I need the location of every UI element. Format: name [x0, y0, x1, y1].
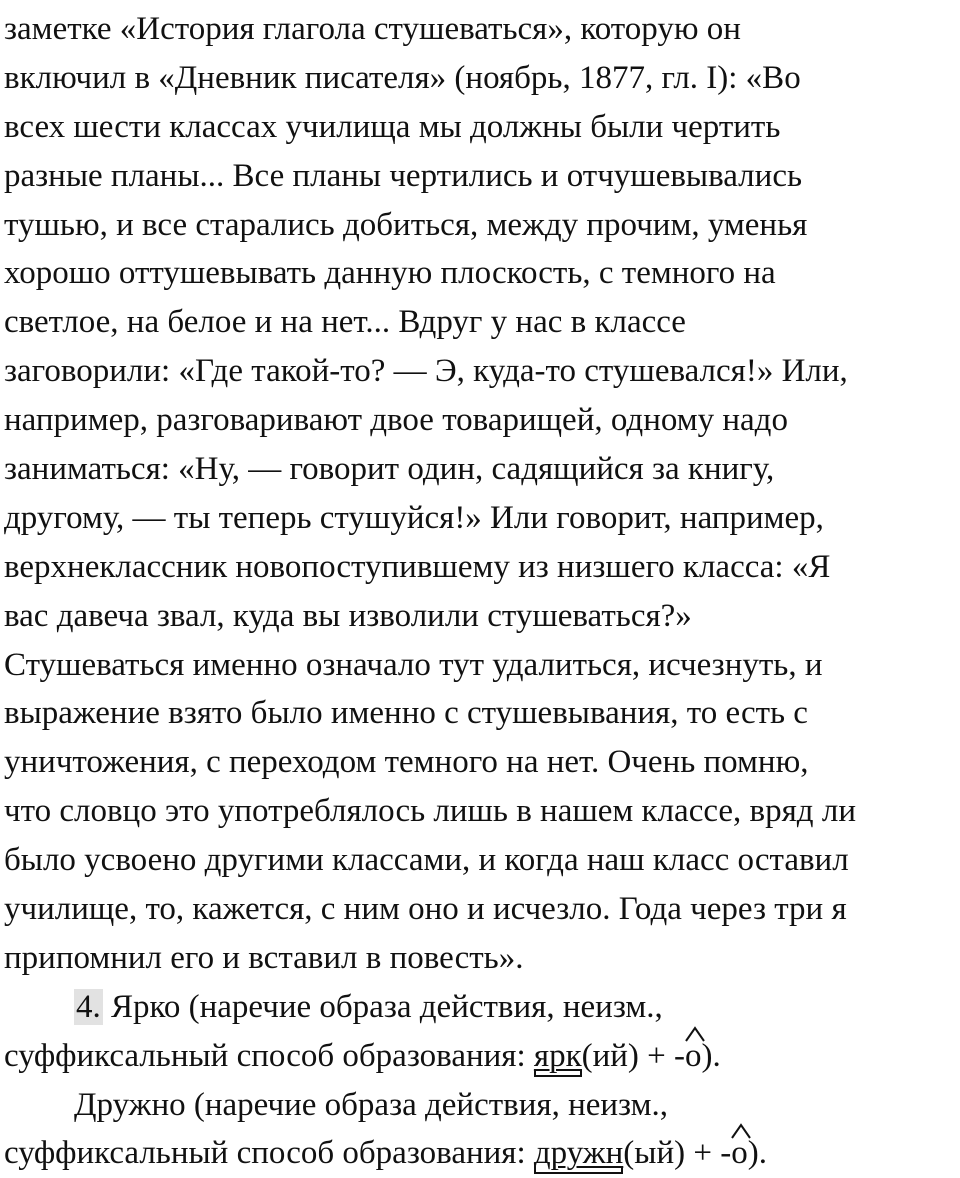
item-5-analysis — [4, 1081, 958, 1178]
text-line: заговорили: «Где такой-то? — Э, куда-то стушевался!» Или, — [4, 353, 848, 390]
text-line: тушью, и все старались добиться, между прочим, уменья — [4, 206, 808, 243]
word-suffix — [731, 1129, 748, 1178]
word-ending: (ый) + - — [623, 1135, 732, 1172]
text-line: училище, то, кажется, с ним оно и исчезло. Года через три я — [4, 891, 847, 928]
text-line: другому, — ты теперь стушуйся!» Или говорит, например, — [4, 499, 824, 536]
formation-prefix: суффиксальный способ образования: — [4, 1037, 534, 1074]
word-ending: (ий) + - — [581, 1037, 686, 1074]
text-line: например, разговаривают двое товарищей, одному надо — [4, 402, 788, 439]
item-5-formation-line — [4, 1129, 958, 1178]
text-line: разные планы... Все планы чертились и отчушевывались — [4, 157, 803, 194]
item-number-highlight: 4. — [76, 988, 101, 1025]
root-mark-icon — [534, 1166, 623, 1174]
text-line: что словцо это употреблялось лишь в нашем классе, вряд ли — [4, 793, 856, 830]
item-5-heading-line: Дружно (наречие образа действия, неизм., — [74, 1086, 668, 1123]
word-root — [534, 1129, 623, 1178]
text-line: заметке «История глагола стушеваться», которую он — [4, 11, 741, 47]
item-4-text: Ярко (наречие образа действия, неизм., — [102, 988, 663, 1025]
text-line: припомнил его и вставил в повесть». — [4, 939, 524, 976]
text-line: включил в «Дневник писателя» (ноябрь, 1877, гл. I): «Во — [4, 59, 801, 96]
word-root — [534, 1032, 582, 1081]
formation-prefix: суффиксальный способ образования: — [4, 1135, 534, 1172]
text-line: было усвоено другими классами, и когда наш класс оставил — [4, 842, 849, 879]
root-text: ярк — [533, 1037, 582, 1074]
text-line: заниматься: «Ну, — говорит один, садящийся за книгу, — [4, 451, 775, 488]
item-4-analysis — [4, 983, 958, 1081]
suffix-arc-icon — [685, 1026, 705, 1042]
suffix-arc-icon — [731, 1123, 751, 1139]
text-line: вас давеча звал, куда вы изволили стушеваться?» — [4, 597, 692, 634]
quote-paragraph — [4, 5, 958, 983]
text-line: всех шести классах училища мы должны были чертить — [4, 108, 781, 145]
root-text: дружн — [533, 1135, 624, 1172]
document-page — [4, 5, 958, 1178]
text-line: хорошо оттушевывать данную плоскость, с темного на — [4, 255, 776, 292]
text-line: Стушеваться именно означало тут удалиться, исчезнуть, и — [4, 646, 823, 683]
text-line: светлое, на белое и на нет... Вдруг у нас в классе — [4, 304, 686, 341]
suffix-text: о — [731, 1135, 748, 1172]
text-line: выражение взято было именно с стушевывания, то есть с — [4, 695, 808, 732]
suffix-text: о — [685, 1037, 702, 1074]
word-suffix — [685, 1032, 702, 1081]
closing-paren: ). — [701, 1037, 721, 1074]
item-4-formation-line — [4, 1032, 958, 1081]
text-line: верхнеклассник новопоступившему из низшего класса: «Я — [4, 548, 831, 585]
closing-paren: ). — [747, 1135, 767, 1172]
item-4-heading-line — [4, 983, 958, 1032]
root-mark-icon — [534, 1069, 582, 1077]
text-line: уничтожения, с переходом темного на нет. Очень помню, — [4, 744, 809, 781]
